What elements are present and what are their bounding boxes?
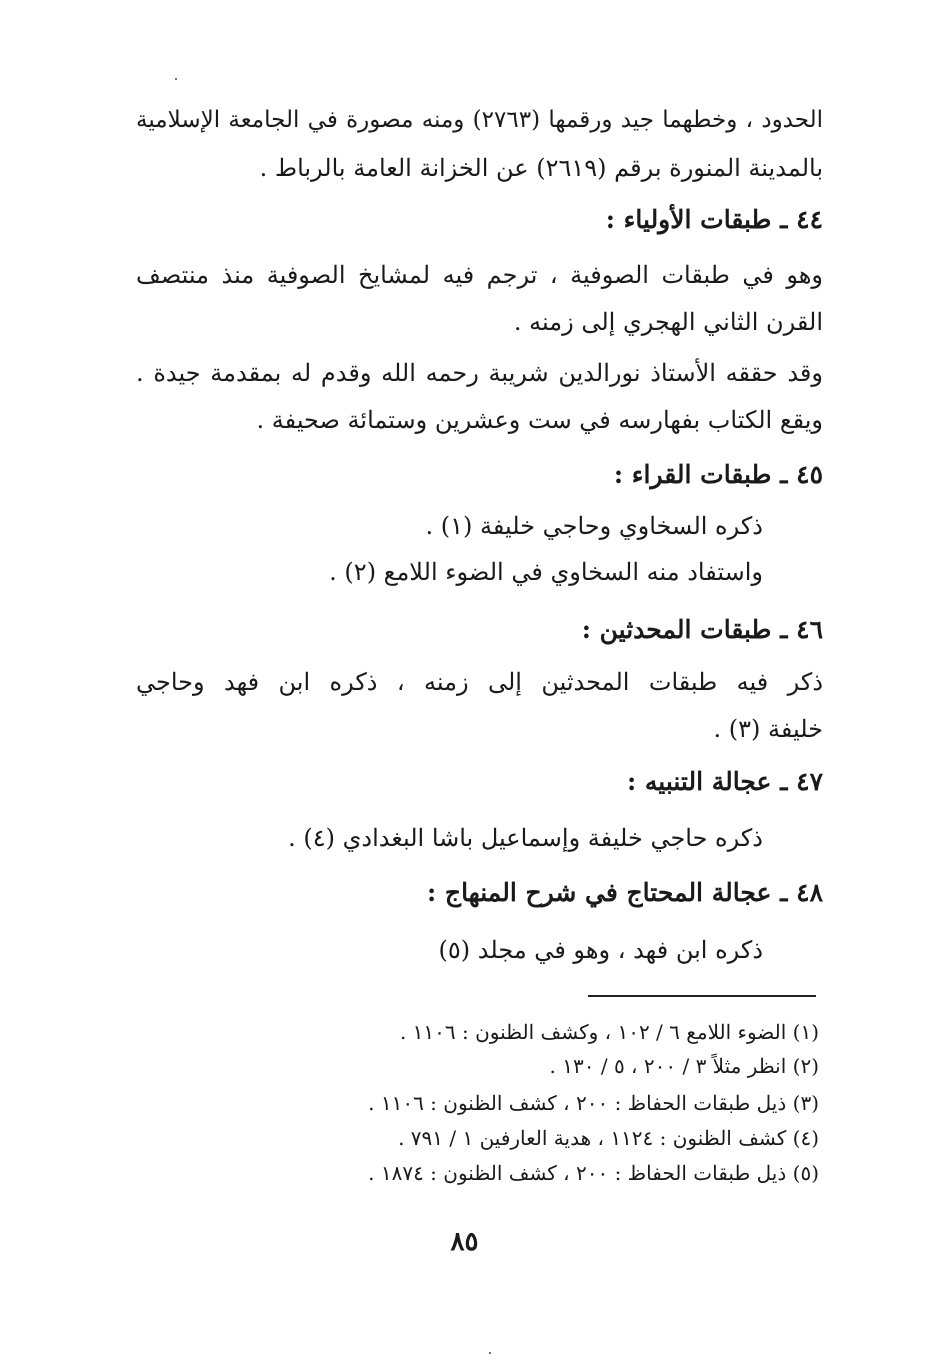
footnote-separator xyxy=(588,995,816,997)
footnote-5: (٥) ذيل طبقات الحفاظ : ٢٠٠ ، كشف الظنون : ١٨٧٤ . xyxy=(368,1161,819,1185)
entry-45-heading: ٤٥ ـ طبقات القراء : xyxy=(613,460,823,489)
continuation-line-1: الحدود ، وخطهما جيد ورقمها (٢٧٦٣) ومنه مصورة في الجامعة الإسلامية xyxy=(136,107,823,133)
entry-48-heading: ٤٨ ـ عجالة المحتاج في شرح المنهاج : xyxy=(427,878,823,907)
entry-47-line-1: ذكره حاجي خليفة وإسماعيل باشا البغدادي (٤) . xyxy=(288,824,763,852)
entry-44-para2-line-1: وقد حققه الأستاذ نورالدين شريبة رحمه الله وقدم له بمقدمة جيدة . xyxy=(136,359,823,387)
entry-44-heading: ٤٤ ـ طبقات الأولياء : xyxy=(605,205,823,234)
scan-speck xyxy=(175,78,177,80)
entry-47-heading: ٤٧ ـ عجالة التنبيه : xyxy=(626,767,823,796)
footnote-1: (١) الضوء اللامع ٦ / ١٠٢ ، وكشف الظنون : ١١٠٦ . xyxy=(399,1020,819,1044)
continuation-line-2: بالمدينة المنورة برقم (٢٦١٩) عن الخزانة العامة بالرباط . xyxy=(259,154,823,182)
entry-45-line-1: ذكره السخاوي وحاجي خليفة (١) . xyxy=(425,512,763,540)
footnote-4: (٤) كشف الظنون : ١١٢٤ ، هدية العارفين ١ / ٧٩١ . xyxy=(398,1126,819,1150)
entry-46-heading: ٤٦ ـ طبقات المحدثين : xyxy=(581,615,823,644)
entry-48-line-1: ذكره ابن فهد ، وهو في مجلد (٥) xyxy=(438,936,763,964)
page-number: ٨٥ xyxy=(450,1227,479,1257)
entry-46-line-1: ذكر فيه طبقات المحدثين إلى زمنه ، ذكره ابن فهد وحاجي xyxy=(136,668,824,696)
scan-speck xyxy=(489,1352,491,1354)
footnote-2: (٢) انظر مثلاً ٣ / ٢٠٠ ، ٥ / ١٣٠ . xyxy=(549,1054,819,1078)
entry-44-para1-line-1: وهو في طبقات الصوفية ، ترجم فيه لمشايخ الصوفية منذ منتصف xyxy=(136,261,823,289)
entry-46-line-2: خليفة (٣) . xyxy=(713,715,823,743)
entry-45-line-2: واستفاد منه السخاوي في الضوء اللامع (٢) . xyxy=(329,558,763,586)
entry-44-para1-line-2: القرن الثاني الهجري إلى زمنه . xyxy=(513,308,823,336)
entry-44-para2-line-2: ويقع الكتاب بفهارسه في ست وعشرين وستمائة صحيفة . xyxy=(256,406,823,434)
footnote-3: (٣) ذيل طبقات الحفاظ : ٢٠٠ ، كشف الظنون : ١١٠٦ . xyxy=(368,1091,819,1115)
